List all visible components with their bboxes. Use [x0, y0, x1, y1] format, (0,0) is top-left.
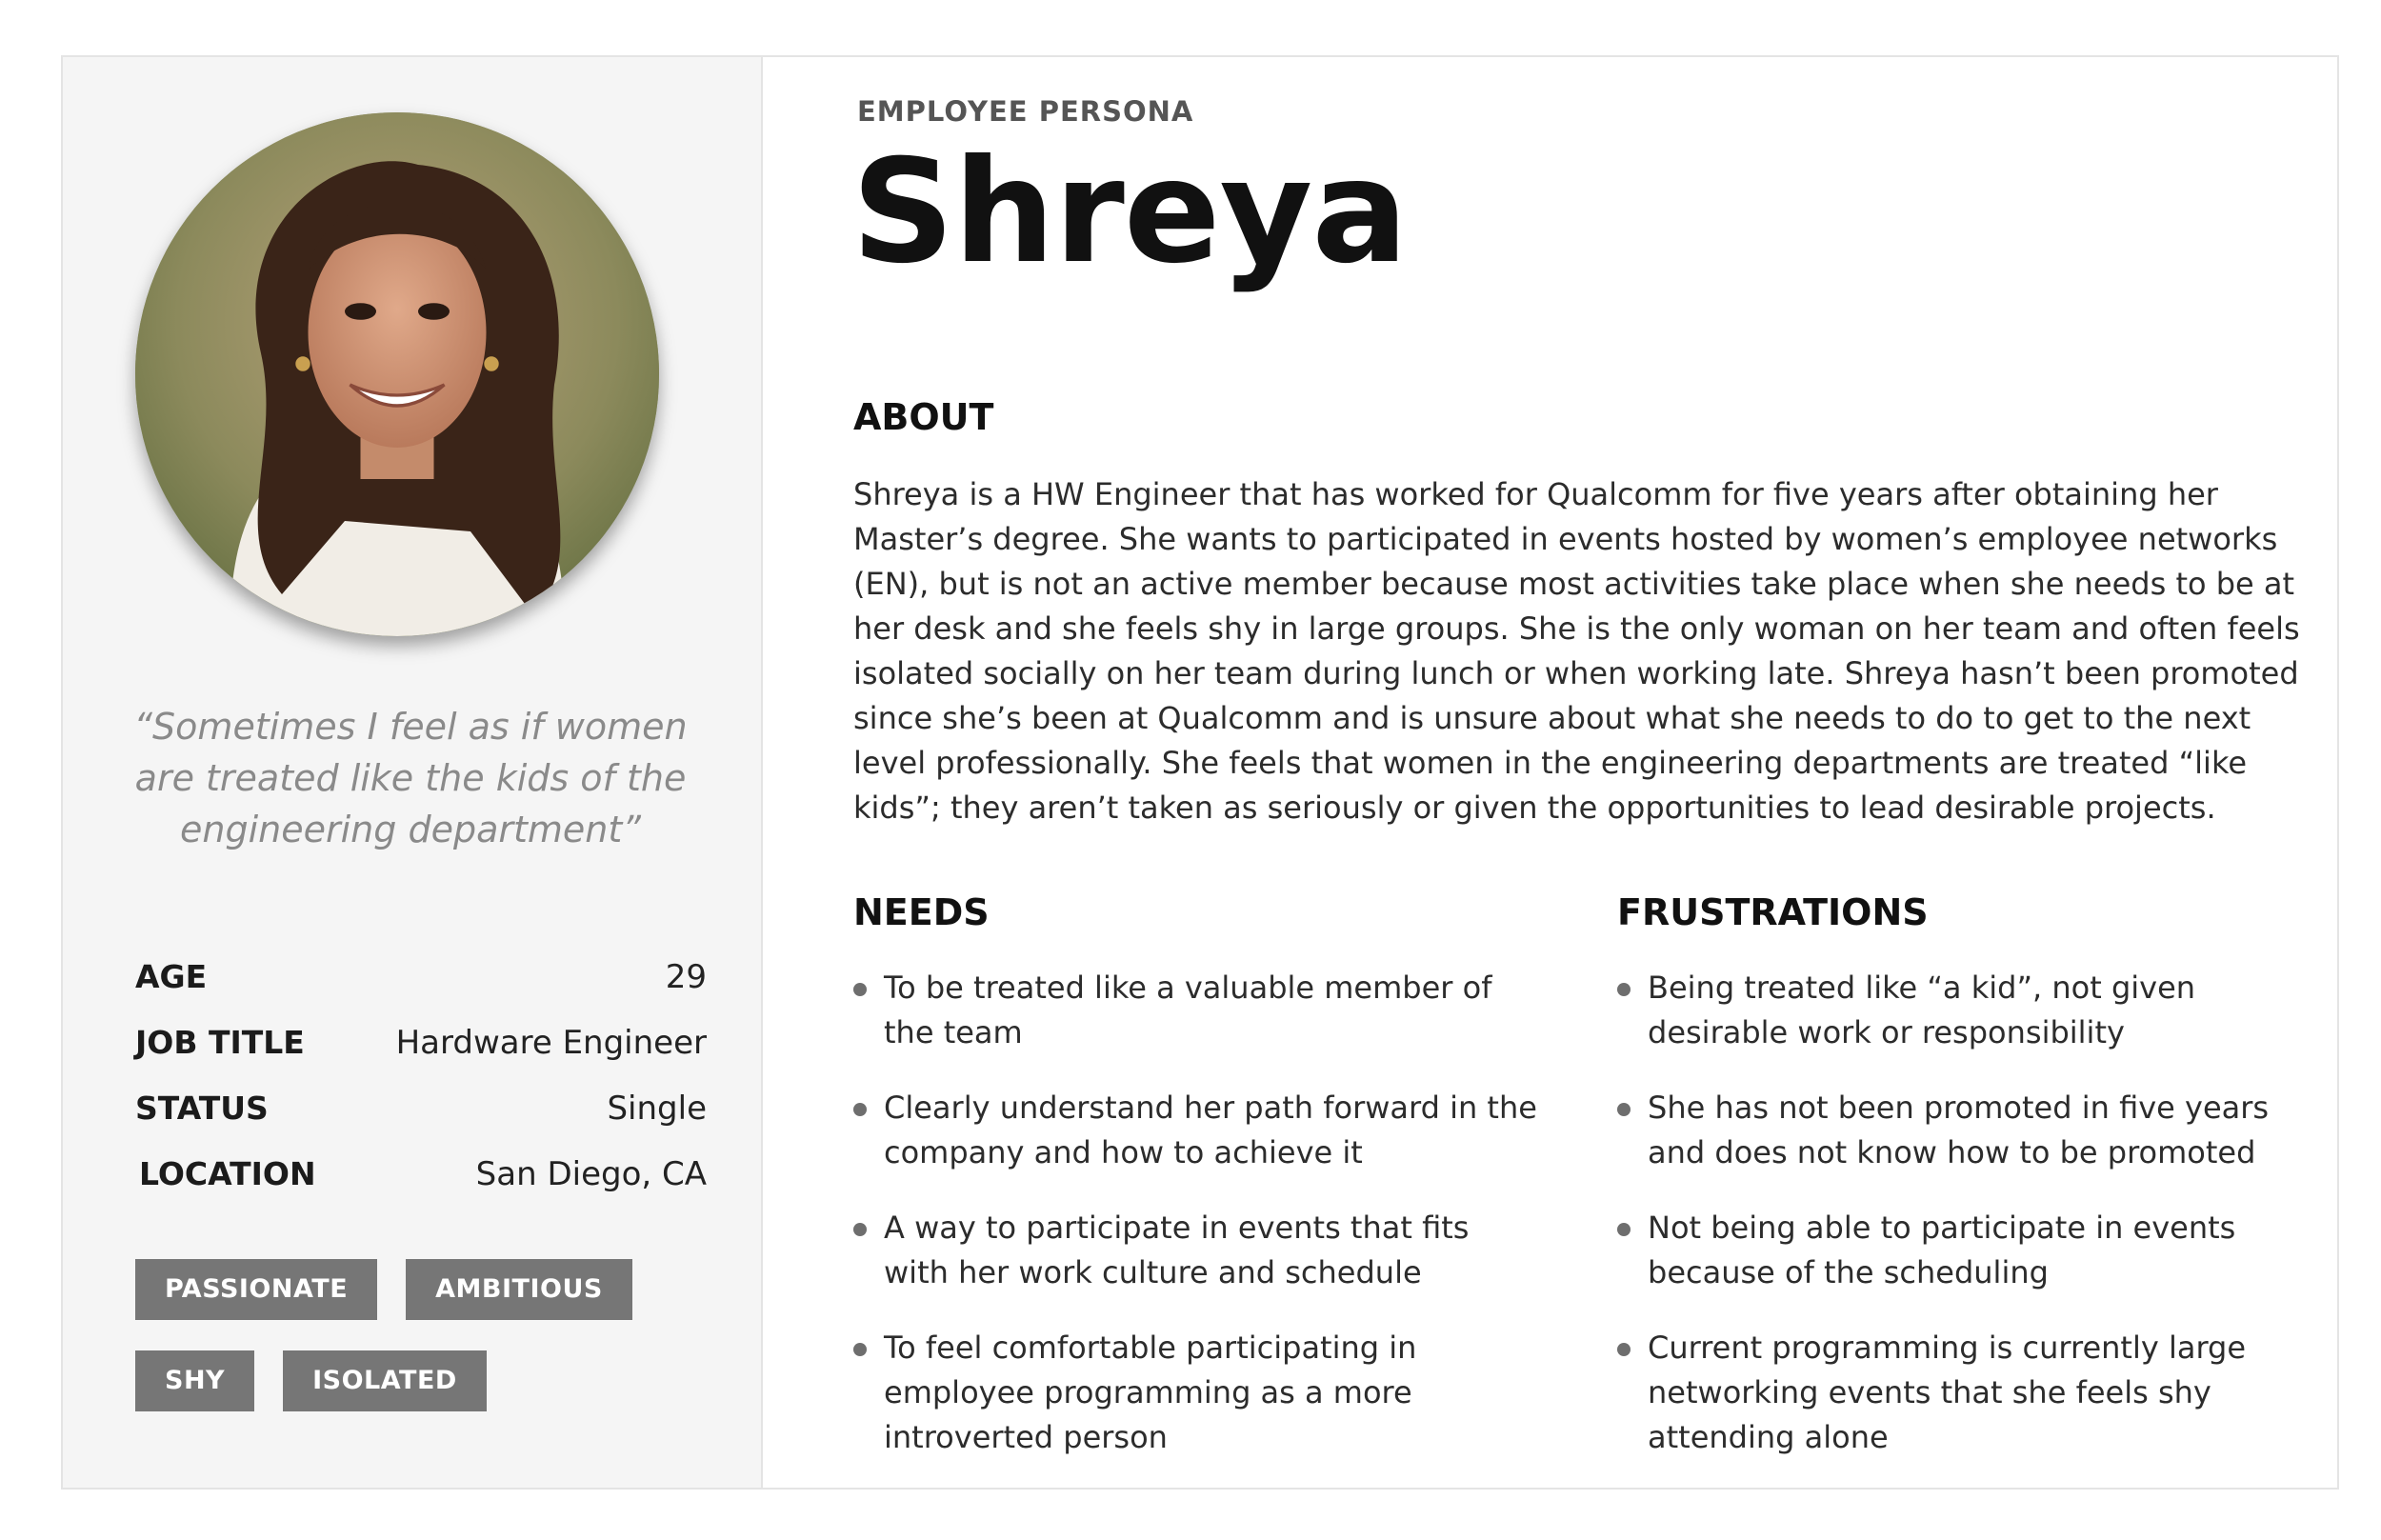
persona-quote: “Sometimes I feel as if women are treated like the kids of the engineering department” [133, 706, 688, 850]
bullet-icon [1617, 1223, 1631, 1236]
persona-eyebrow: EMPLOYEE PERSONA [857, 95, 1194, 128]
frustrations-list [1617, 966, 2303, 1460]
persona-main [851, 57, 2318, 1488]
persona-photo [135, 112, 659, 636]
about-text: Shreya is a HW Engineer that has worked for Qualcomm for five years after obtaining her Master’s degree. She wants to participated in events hosted by women’s employee networks (EN), but is not an active member because most activities take place when she needs to be at her desk and she feels shy in large groups. She is the only woman on her team and often feels isolated socially on her team during lunch or when working late. Shreya hasn’t been promoted since she’s been at Qualcomm and is unsure about what she needs to do to get to the next level professionally. She feels that women in the engineering departments are treated “like kids”; they aren’t taken as seriously or given the opportunities to lead desirable projects. [853, 476, 2300, 826]
fact-value: 29 [665, 958, 707, 996]
fact-status [135, 1090, 707, 1155]
persona-tags [135, 1259, 707, 1442]
list-item-text: A way to participate in events that fits with her work culture and schedule [884, 1210, 1470, 1290]
persona-sidebar [63, 57, 763, 1488]
list-item-text: Clearly understand her path forward in the company and how to achieve it [884, 1090, 1537, 1170]
list-item [1617, 966, 2303, 1055]
bullet-icon [1617, 983, 1631, 996]
fact-value: San Diego, CA [475, 1155, 707, 1193]
bullet-icon [853, 1343, 867, 1356]
list-item [1617, 1086, 2303, 1175]
fact-label: STATUS [135, 1090, 269, 1127]
fact-value: Hardware Engineer [395, 1024, 707, 1062]
list-item-text: Current programming is currently large networking events that she feels shy attending alone [1648, 1330, 2247, 1455]
frustrations-section [1617, 891, 2303, 1490]
fact-location [135, 1155, 707, 1221]
fact-label: LOCATION [139, 1155, 316, 1192]
tag-ambitious: AMBITIOUS [406, 1259, 632, 1320]
list-item [853, 1086, 1539, 1175]
about-heading: ABOUT [853, 396, 994, 438]
list-item-text: She has not been promoted in five years and does not know how to be promoted [1648, 1090, 2270, 1170]
persona-facts [135, 958, 707, 1221]
list-item-text: To be treated like a valuable member of the team [884, 970, 1492, 1050]
bullet-icon [1617, 1343, 1631, 1356]
fact-value: Single [607, 1090, 707, 1128]
needs-heading: NEEDS [853, 891, 990, 933]
list-item-text: Not being able to participate in events because of the scheduling [1648, 1210, 2236, 1290]
list-item [1617, 1326, 2303, 1460]
tag-isolated: ISOLATED [283, 1350, 487, 1411]
tag-shy: SHY [135, 1350, 254, 1411]
tag-passionate: PASSIONATE [135, 1259, 377, 1320]
frustrations-heading: FRUSTRATIONS [1617, 891, 1929, 933]
bullet-icon [853, 1223, 867, 1236]
bullet-icon [853, 983, 867, 996]
list-item [853, 966, 1539, 1055]
list-item-text: To feel comfortable participating in employee programming as a more introverted person [884, 1330, 1417, 1455]
fact-label: JOB TITLE [135, 1024, 305, 1061]
fact-age [135, 958, 707, 1024]
list-item [853, 1326, 1539, 1460]
needs-section [853, 891, 1539, 1490]
bullet-icon [1617, 1103, 1631, 1116]
list-item [1617, 1206, 2303, 1295]
fact-job-title [135, 1024, 707, 1090]
persona-name: Shreya [851, 130, 1408, 295]
persona-card [61, 55, 2339, 1490]
needs-list [853, 966, 1539, 1460]
list-item [853, 1206, 1539, 1295]
fact-label: AGE [135, 958, 208, 995]
bullet-icon [853, 1103, 867, 1116]
list-item-text: Being treated like “a kid”, not given desirable work or responsibility [1648, 970, 2196, 1050]
